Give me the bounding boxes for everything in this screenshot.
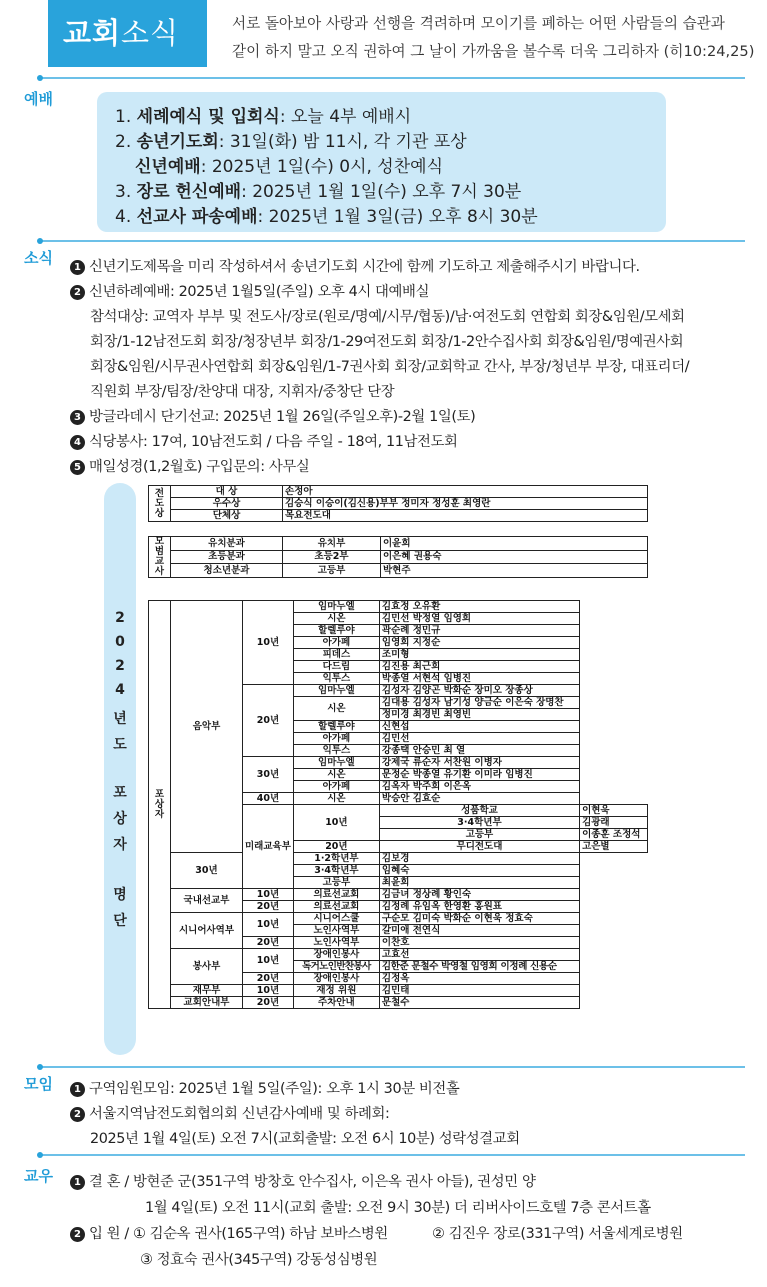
- table-cell: 시온: [293, 793, 379, 805]
- table-cell: 유치분과: [171, 537, 283, 551]
- news-item-1: 1 신년기도제목을 미리 작성하셔서 송년기도회 시간에 함께 기도하고 제출해주시기 바랍니다.: [70, 255, 640, 276]
- table-cell: 김광래: [580, 817, 648, 829]
- worship-title: 예배: [24, 90, 53, 108]
- table-cell: 고등부: [293, 877, 379, 889]
- header-title-bold: 교회: [63, 16, 122, 50]
- news-item-2-line-c: 회장&임원/시무권사연합회 회장&임원/1-7권사회 회장/교회학교 간사, 부장/청년부 부장, 대표리더/: [90, 359, 690, 375]
- years-cell: 20년: [243, 973, 294, 985]
- meeting-item-2: 2 서울지역남전도회협의회 신년감사예배 및 하례회:: [70, 1102, 390, 1123]
- table-cell: 김성자 김양곤 박화순 장미오 장종상: [379, 685, 579, 697]
- table-cell: 조미형: [379, 649, 579, 661]
- table-cell: 임마누엘: [293, 601, 379, 613]
- table-cell: 문철수: [379, 997, 579, 1009]
- table-cell: 익투스: [293, 673, 379, 685]
- table-cell: 피데스: [293, 649, 379, 661]
- news-title: 소식: [24, 249, 53, 267]
- award-title-char: 명: [113, 887, 127, 903]
- verse-line-1: 서로 돌아보아 사랑과 선행을 격려하며 모이기를 폐하는 어떤 사람들의 습관과: [232, 15, 725, 32]
- divider: [40, 1066, 745, 1068]
- years-cell: 20년: [243, 937, 294, 949]
- table-cell: 갈미애 전연식: [379, 925, 579, 937]
- dept-senior: 시니어사역부: [171, 913, 243, 949]
- years-cell: 10년: [243, 889, 294, 901]
- table-cell: 김대용 김성자 남기성 양금순 이은숙 장명찬: [379, 697, 579, 709]
- table-cell: 고효선: [379, 949, 579, 961]
- members-item-1-line-a: 1월 4일(토) 오전 11시(교회 출발: 오전 9시 30분) 더 리버사이드호텔 7층 콘서트홀: [145, 1200, 651, 1216]
- table-cell: 김효정 오유환: [379, 601, 579, 613]
- table-cell: 3·4학년부: [379, 817, 579, 829]
- table-cell: 청소년분과: [171, 564, 283, 578]
- dept-domestic: 국내선교부: [171, 889, 243, 913]
- model-teacher-label: 모범교사: [149, 537, 171, 578]
- table-cell: 곽순례 정민규: [379, 625, 579, 637]
- table-cell: 노인사역부: [293, 925, 379, 937]
- table-cell: 이윤희: [381, 537, 648, 551]
- divider: [40, 1154, 745, 1156]
- years-cell: 10년: [243, 601, 294, 685]
- table-cell: 임영희 지정순: [379, 637, 579, 649]
- table-cell: 문정순 박종열 유기환 이미라 임병진: [379, 769, 579, 781]
- evangelism-label: 전도상: [149, 486, 171, 522]
- members-item-2: 2 입 원 / ① 김순옥 권사(165구역) 하남 보바스병원: [70, 1222, 388, 1243]
- meeting-item-1: 1 구역임원모임: 2025년 1월 5일(주일): 오후 1시 30분 비전홀: [70, 1077, 459, 1098]
- worship-item-2b: 신년예배: 2025년 1일(수) 0시, 성찬예식: [135, 157, 443, 177]
- table-cell: 아가페: [293, 781, 379, 793]
- table-cell: 다드림: [293, 661, 379, 673]
- table-cell: 임혜숙: [379, 865, 579, 877]
- table-cell: 고은별: [580, 841, 648, 853]
- table-cell: 1·2학년부: [293, 853, 379, 865]
- award-title-char: 상: [113, 811, 127, 827]
- table-cell: 시온: [293, 613, 379, 625]
- table-cell: 아가페: [293, 637, 379, 649]
- award-title-char: 도: [113, 737, 127, 753]
- members-item-1: 1 결 혼 / 방현준 군(351구역 방창호 안수집사, 이은옥 권사 아들), 권성민 양: [70, 1170, 535, 1191]
- table-cell: 시온: [293, 769, 379, 781]
- table-cell: 김진용 최근희: [379, 661, 579, 673]
- news-item-2-line-d: 직원회 부장/팀장/찬양대 대장, 지휘자/중창단 단장: [90, 384, 395, 400]
- years-cell: 30년: [171, 853, 243, 889]
- table-cell: 3·4학년부: [293, 865, 379, 877]
- table-cell: 김민선: [379, 733, 579, 745]
- table-cell: 김옥자 박주희 이은옥: [379, 781, 579, 793]
- news-item-2: 2 신년하례예배: 2025년 1월5일(주일) 오후 4시 대예배실: [70, 280, 429, 301]
- years-cell: 20년: [243, 901, 294, 913]
- table-cell: 최윤희: [379, 877, 579, 889]
- table-cell: 시온: [293, 697, 379, 721]
- table-cell: 강종택 안승민 최 열: [379, 745, 579, 757]
- members-item-2-b: ② 김진우 장로(331구역) 서울세계로병원: [432, 1226, 683, 1242]
- awardee-table: [148, 600, 648, 1009]
- table-cell: 아가페: [293, 733, 379, 745]
- divider: [40, 240, 745, 242]
- years-cell: 20년: [243, 685, 294, 757]
- table-cell: 임마누엘: [293, 757, 379, 769]
- table-cell: 고등부: [379, 829, 579, 841]
- table-cell: 주차안내: [293, 997, 379, 1009]
- award-title-char: 년: [113, 711, 127, 727]
- worship-item-1: 1. 세례예식 및 입회식: 오늘 4부 예배시: [115, 107, 412, 127]
- meeting-item-2-line-a: 2025년 1월 4일(토) 오전 7시(교회출발: 오전 6시 10분) 성락성결교회: [90, 1131, 520, 1147]
- years-cell: 10년: [293, 805, 379, 841]
- worship-item-2: 2. 송년기도회: 31일(화) 밤 11시, 각 기관 포상: [115, 132, 467, 152]
- award-title-pill: [104, 483, 136, 1055]
- table-cell: 김민선 박정열 임영희: [379, 613, 579, 625]
- years-cell: 20년: [243, 997, 294, 1009]
- table-cell: 김정례 유임옥 한영환 홍원표: [379, 901, 579, 913]
- table-cell: 손정아: [283, 486, 648, 498]
- table-cell: 김금녀 정상례 황인숙: [379, 889, 579, 901]
- table-cell: 김한준 문철수 박영철 임영희 이정례 신용순: [379, 961, 579, 973]
- award-title-char: 2: [115, 610, 125, 626]
- table-cell: 무디전도대: [379, 841, 579, 853]
- news-item-2-line-b: 회장/1-12남전도회 회장/청장년부 회장/1-29여전도회 회장/1-2안수집사회 회장&임원/명예권사회: [90, 334, 684, 350]
- years-cell: 30년: [243, 757, 294, 793]
- award-title-char: 0: [115, 634, 125, 650]
- table-cell: 김민태: [379, 985, 579, 997]
- table-cell: 독거노인반찬봉사: [293, 961, 379, 973]
- table-cell: 박현주: [381, 564, 648, 578]
- header-title-light: 소식: [121, 16, 180, 50]
- header-title-box: [48, 0, 207, 67]
- dept-finance: 재무부: [171, 985, 243, 997]
- table-cell: 유치부: [283, 537, 381, 551]
- table-cell: 정미경 최경빈 최영빈: [379, 709, 579, 721]
- table-cell: 이종훈 조정석: [580, 829, 648, 841]
- table-cell: 목요전도대: [283, 510, 648, 522]
- table-cell: 김보경: [379, 853, 579, 865]
- table-cell: 이찬호: [379, 937, 579, 949]
- worship-item-4: 4. 선교사 파송예배: 2025년 1월 3일(금) 오후 8시 30분: [115, 207, 538, 227]
- award-title-char: 2: [115, 658, 125, 674]
- table-cell: 할렐루야: [293, 721, 379, 733]
- table-cell: 박종열 서현석 임병진: [379, 673, 579, 685]
- table-cell: 할렐루야: [293, 625, 379, 637]
- news-item-4: 4 식당봉사: 17여, 10남전도회 / 다음 주일 - 18여, 11남전도회: [70, 430, 458, 451]
- table-cell: 강제국 류순자 서찬원 이병자: [379, 757, 579, 769]
- table-cell: 의료선교회: [293, 901, 379, 913]
- years-cell: 10년: [243, 913, 294, 937]
- years-cell: 10년: [243, 949, 294, 973]
- news-item-5: 5 매일성경(1,2월호) 구입문의: 사무실: [70, 455, 309, 476]
- table-cell: 재정 위원: [293, 985, 379, 997]
- years-cell: 40년: [243, 793, 294, 805]
- model-teacher-table: [148, 536, 648, 578]
- table-cell: 의료선교회: [293, 889, 379, 901]
- award-title-char: 4: [115, 682, 125, 698]
- table-cell: 대 상: [171, 486, 283, 498]
- worship-item-3: 3. 장로 헌신예배: 2025년 1월 1일(수) 오후 7시 30분: [115, 182, 522, 202]
- news-item-3: 3 방글라데시 단기선교: 2025년 1월 26일(주일오후)-2월 1일(토): [70, 405, 475, 426]
- table-cell: 성품학교: [379, 805, 579, 817]
- award-title-char: 단: [113, 913, 127, 929]
- table-cell: 김승식 이승이(김신용)부부 정미자 정성훈 최영란: [283, 498, 648, 510]
- table-cell: 장애인봉사: [293, 949, 379, 961]
- awardee-label: 포상자: [149, 601, 171, 1009]
- members-item-2-c: ③ 정효숙 권사(345구역) 강동성심병원: [140, 1252, 378, 1268]
- table-cell: 고등부: [283, 564, 381, 578]
- table-cell: 이은혜 권용숙: [381, 550, 648, 564]
- divider: [40, 77, 745, 79]
- verse-line-2: 같이 하지 말고 오직 권하여 그 날이 가까움을 볼수록 더욱 그리하자 (히10:24,25): [232, 43, 755, 60]
- table-cell: 이현욱: [580, 805, 648, 817]
- dept-service: 봉사부: [171, 949, 243, 985]
- table-cell: 임마누엘: [293, 685, 379, 697]
- members-title: 교우: [24, 1167, 53, 1185]
- table-cell: 초등분과: [171, 550, 283, 564]
- dept-guide: 교회안내부: [171, 997, 243, 1009]
- table-cell: 김정옥: [379, 973, 579, 985]
- meeting-title: 모임: [24, 1075, 53, 1093]
- dept-music: 음악부: [171, 601, 243, 853]
- evangelism-award-table: [148, 485, 648, 522]
- table-cell: 우수상: [171, 498, 283, 510]
- years-cell: 20년: [293, 841, 379, 853]
- table-cell: 익투스: [293, 745, 379, 757]
- table-cell: 장애인봉사: [293, 973, 379, 985]
- news-item-2-line-a: 참석대상: 교역자 부부 및 전도사/장로(원로/명예/시무/협동)/남·여전도회 연합회 회장&임원/모세회: [90, 309, 685, 325]
- table-cell: 시니어스쿨: [293, 913, 379, 925]
- table-cell: 박승안 김효순: [379, 793, 579, 805]
- dept-future: 미래교육부: [243, 805, 294, 889]
- award-title-char: 자: [113, 837, 127, 853]
- table-cell: 초등2부: [283, 550, 381, 564]
- table-cell: 구순모 김미숙 박화순 이현욱 정효숙: [379, 913, 579, 925]
- table-cell: 단체상: [171, 510, 283, 522]
- table-cell: 노인사역부: [293, 937, 379, 949]
- award-title-char: 포: [113, 785, 127, 801]
- table-cell: 신현섭: [379, 721, 579, 733]
- years-cell: 10년: [243, 985, 294, 997]
